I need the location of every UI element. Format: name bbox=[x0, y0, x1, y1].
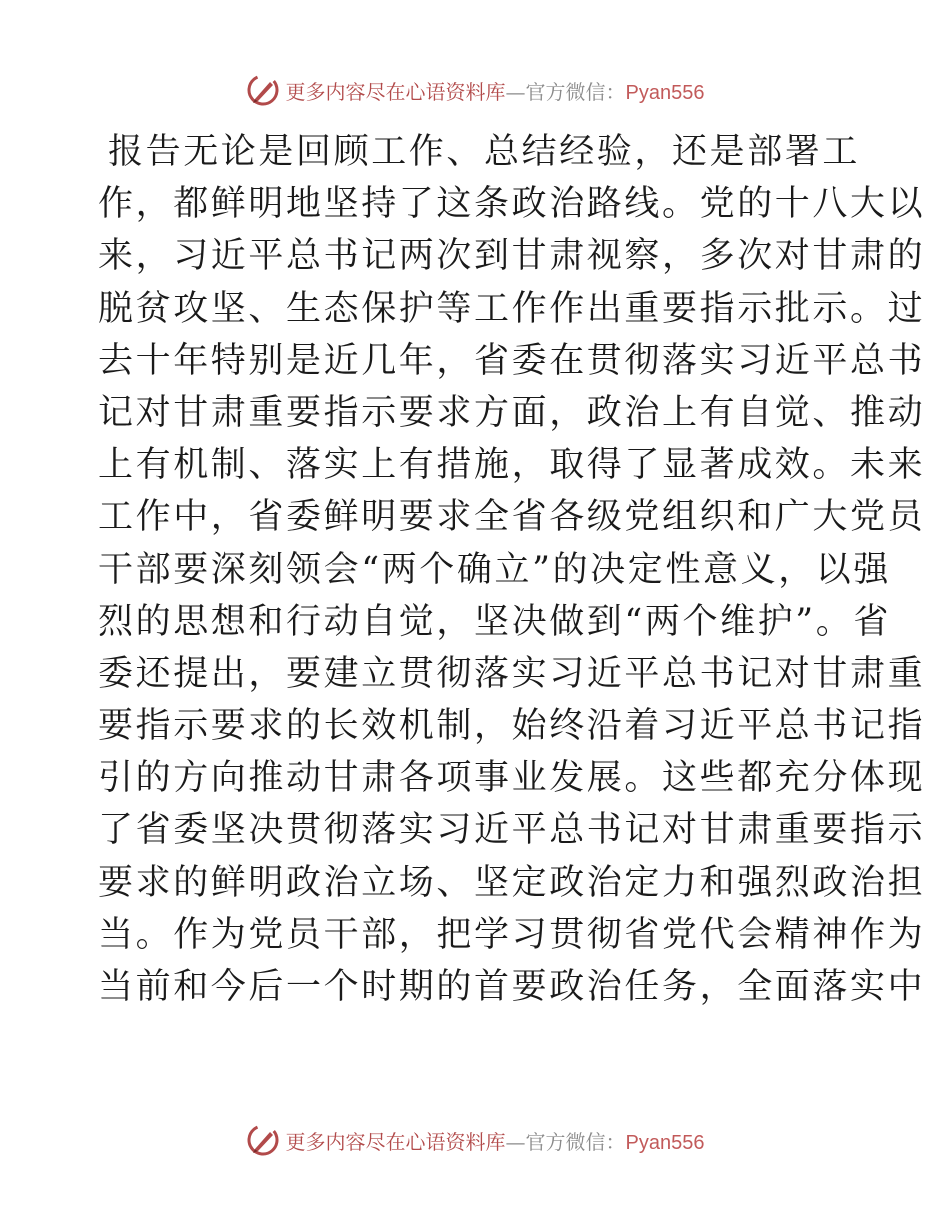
banner-wechat-label: 官方微信： bbox=[525, 1129, 626, 1154]
body-line: 干部要深刻领会“两个确立”的决定性意义，以强 bbox=[98, 549, 891, 590]
banner-main-text: 更多内容尽在心语资料库 bbox=[285, 1129, 506, 1154]
banner-main-text: 更多内容尽在心语资料库 bbox=[285, 79, 506, 104]
body-line: 要求的鲜明政治立场、坚定政治定力和强烈政治担 bbox=[98, 862, 926, 903]
body-line: 了省委坚决贯彻落实习近平总书记对甘肃重要指示 bbox=[98, 810, 926, 851]
banner-wechat-id: Pyan556 bbox=[625, 1131, 705, 1154]
banner-dash: — bbox=[505, 79, 526, 104]
body-line: 来，习近平总书记两次到甘肃视察，多次对甘肃的 bbox=[98, 236, 926, 277]
body-line: 作，都鲜明地坚持了这条政治路线。党的十八大以 bbox=[98, 184, 926, 225]
body-line: 记对甘肃重要指示要求方面，政治上有自觉、推动 bbox=[98, 392, 926, 433]
body-line: 要指示要求的长效机制，始终沿着习近平总书记指 bbox=[98, 706, 926, 747]
body-line: 去十年特别是近几年，省委在贯彻落实习近平总书 bbox=[98, 340, 926, 381]
body-line: 烈的思想和行动自觉，坚决做到“两个维护”。省 bbox=[98, 601, 891, 642]
body-line: 脱贫攻坚、生态保护等工作作出重要指示批示。过 bbox=[98, 288, 926, 329]
body-line: 当前和今后一个时期的首要政治任务，全面落实中 bbox=[98, 967, 926, 1007]
banner-text bbox=[286, 76, 705, 105]
banner-text bbox=[286, 1126, 705, 1155]
header-banner bbox=[0, 70, 950, 110]
body-line: 委还提出，要建立贯彻落实习近平总书记对甘肃重 bbox=[98, 653, 926, 694]
body-line: 当。作为党员干部，把学习贯彻省党代会精神作为 bbox=[98, 914, 926, 955]
footer-banner bbox=[0, 1120, 950, 1160]
banner-wechat-id: Pyan556 bbox=[625, 81, 705, 104]
document-body bbox=[98, 126, 926, 1013]
body-line: 引的方向推动甘肃各项事业发展。这些都充分体现 bbox=[98, 758, 926, 799]
banner-wechat-label: 官方微信： bbox=[525, 79, 626, 104]
body-line: 工作中，省委鲜明要求全省各级党组织和广大党员 bbox=[98, 497, 926, 538]
pen-quill-logo-icon bbox=[246, 73, 280, 107]
body-line: 上有机制、落实上有措施，取得了显著成效。未来 bbox=[98, 445, 926, 486]
pen-quill-logo-icon bbox=[246, 1123, 280, 1157]
body-line: 报告无论是回顾工作、总结经验，还是部署工 bbox=[108, 132, 861, 172]
banner-dash: — bbox=[505, 1129, 526, 1154]
